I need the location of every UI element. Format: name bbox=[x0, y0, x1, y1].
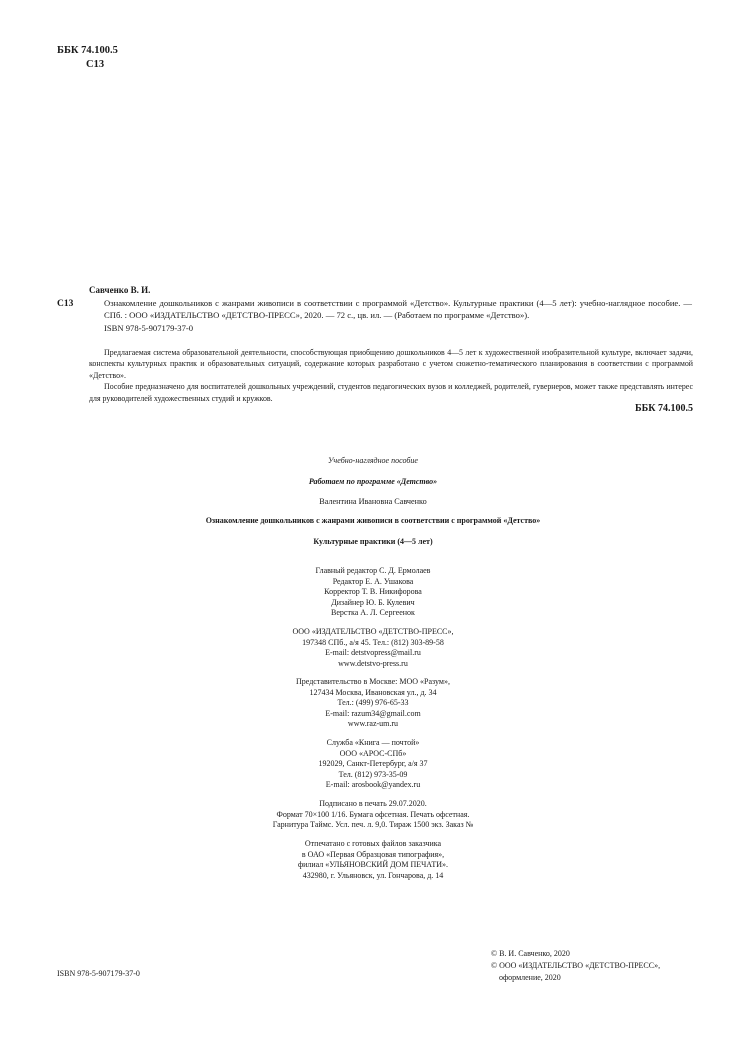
abstract-paragraph: Предлагаемая система образовательной деятельности, способствующая приобщению дошкольников 4—5 лет к художественной изобразительной культуре, включает задачи, конспекты культурных практик и образовательных ситуаций, содержание которых разработано с учетом сюжетно-тематического планирования в соответствии с программой «Детство». bbox=[89, 348, 693, 380]
publisher-info bbox=[0, 627, 746, 669]
moscow-line: 127434 Москва, Ивановская ул., д. 34 bbox=[309, 687, 437, 697]
moscow-line: Тел.: (499) 976-65-33 bbox=[337, 698, 409, 708]
publisher-line: 197348 СПб., а/я 45. Тел.: (812) 303-89-58 bbox=[302, 637, 444, 647]
printer-line: в ОАО «Первая Образцовая типография», bbox=[301, 849, 445, 859]
staff-line: Корректор Т. В. Никифорова bbox=[324, 587, 422, 597]
copyright-line: © ООО «ИЗДАТЕЛЬСТВО «ДЕТСТВО-ПРЕСС», bbox=[491, 960, 661, 970]
publisher-line: ООО «ИЗДАТЕЛЬСТВО «ДЕТСТВО-ПРЕСС», bbox=[292, 627, 454, 636]
staff-line: Редактор Е. А. Ушакова bbox=[332, 576, 414, 586]
author-heading: Савченко В. И. bbox=[89, 285, 151, 295]
print-line: Формат 70×100 1/16. Бумага офсетная. Печать офсетная. bbox=[276, 809, 470, 819]
book-genre: Учебно-наглядное пособие bbox=[328, 456, 418, 465]
staff-line: Верстка А. Л. Сергеенок bbox=[331, 608, 415, 618]
abstract bbox=[89, 347, 693, 404]
book-title: Ознакомление дошкольников с жанрами живописи в соответствии с программой «Детство» bbox=[205, 516, 541, 525]
publisher-line: E-mail: detstvopress@mail.ru bbox=[325, 648, 421, 658]
print-details bbox=[0, 799, 746, 831]
moscow-office-info bbox=[0, 677, 746, 730]
author-full-name: Валентина Ивановна Савченко bbox=[319, 497, 427, 506]
moscow-line: Представительство в Москве: МОО «Разум», bbox=[296, 677, 450, 686]
printer-line: 432980, г. Ульяновск, ул. Гончарова, д. 14 bbox=[302, 870, 444, 880]
bbk-code: ББК 74.100.5 bbox=[57, 45, 118, 56]
printer-line: Отпечатано с готовых файлов заказчика bbox=[304, 839, 442, 848]
author-mark: С13 bbox=[86, 59, 105, 70]
staff-line: Главный редактор С. Д. Ермолаев bbox=[315, 566, 431, 575]
moscow-line: www.raz-um.ru bbox=[347, 719, 399, 729]
copyright-line: оформление, 2020 bbox=[499, 972, 561, 982]
staff-line: Дизайнер Ю. Б. Кулевич bbox=[331, 597, 415, 607]
sales-line: 192029, Санкт-Петербург, а/я 37 bbox=[318, 759, 428, 769]
printer-line: филиал «УЛЬЯНОВСКИЙ ДОМ ПЕЧАТИ». bbox=[297, 860, 449, 870]
biblio-text: Ознакомление дошкольников с жанрами живописи в соответствии с программой «Детство». Культурные практики (4—5 лет): учебно-наглядное пособие. — СПб. : ООО «ИЗДАТЕЛЬСТВО «ДЕТСТВО-ПРЕСС», 2020. — 72 с., цв. ил. — (Работаем по программе «Детство»). bbox=[104, 298, 692, 320]
print-line: Подписано в печать 29.07.2020. bbox=[319, 799, 427, 808]
sales-line: Служба «Книга — почтой» bbox=[326, 738, 420, 747]
print-line: Гарнитура Таймс. Усл. печ. л. 9,0. Тираж 1500 экз. Заказ № bbox=[272, 820, 474, 830]
sales-line: E-mail: arosbook@yandex.ru bbox=[325, 780, 421, 790]
copyright-line: © В. И. Савченко, 2020 bbox=[491, 949, 570, 958]
isbn-bottom: ISBN 978-5-907179-37-0 bbox=[57, 969, 140, 978]
printer-info bbox=[0, 839, 746, 881]
sales-line: ООО «АРОС-СПб» bbox=[339, 748, 407, 758]
editorial-staff bbox=[0, 566, 746, 619]
bbk-code-right: ББК 74.100.5 bbox=[635, 403, 693, 414]
abstract-paragraph: Пособие предназначено для воспитателей дошкольных учреждений, студентов педагогических вузов и колледжей, родителей, гувернеров, может также представлять интерес для руководителей художественных студий и кружков. bbox=[89, 382, 693, 403]
moscow-line: E-mail: razum34@gmail.com bbox=[325, 708, 421, 718]
biblio-isbn: ISBN 978-5-907179-37-0 bbox=[104, 323, 194, 333]
bibliographic-description bbox=[104, 298, 692, 321]
sales-line: Тел. (812) 973-35-09 bbox=[338, 769, 408, 779]
bbk-classification bbox=[57, 44, 118, 72]
publisher-line: www.detstvo-press.ru bbox=[338, 658, 408, 668]
book-series: Работаем по программе «Детство» bbox=[308, 477, 438, 486]
mail-order-info bbox=[0, 738, 746, 791]
entry-index: С13 bbox=[57, 299, 74, 309]
book-subtitle: Культурные практики (4—5 лет) bbox=[313, 537, 433, 546]
copyright-block bbox=[491, 948, 660, 983]
